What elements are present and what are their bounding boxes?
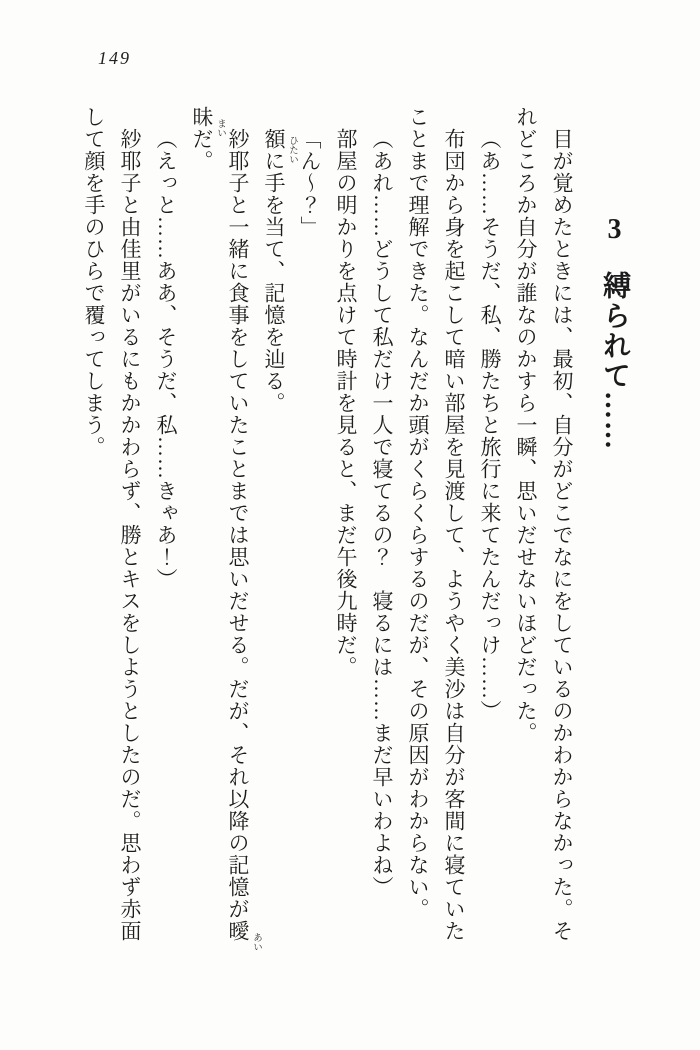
paragraph: （えっと……ああ、そうだ、私……きゃあ！） (154, 128, 178, 590)
paragraph: 部屋の明かりを点けて時計を見ると、まだ午後九時だ。 (334, 128, 358, 678)
chapter-number: 3 (599, 214, 630, 247)
page-number: 149 (98, 48, 131, 68)
chapter-title: 縛られて…… (599, 270, 630, 451)
paragraph: （あ……そうだ、私、勝たちと旅行に来てたんだっけ……） (478, 128, 502, 722)
paragraph: （あれ……どうして私だけ一人で寝てるの？ 寝るには……まだ早いわよね） (370, 128, 394, 898)
ruby-base: 昧 まい (190, 106, 214, 128)
paragraph: 紗耶子と由佳里がいるにもかかわらず、勝とキスをしようとしたのだ。思わず赤面して顔を手のひらで覆ってしまう。 (82, 106, 142, 942)
ruby-base: 額 ひたい (262, 128, 286, 150)
paragraph: 「ん〜？」 (298, 128, 322, 238)
paragraph: 目が覚めたときには、最初、自分がどこでなにをしているのかわからなかった。それどころか自分が誰なのかすら一瞬、思いだせないほどだった。 (514, 106, 574, 942)
paragraph: 布団から身を起こして暗い部屋を見渡して、ようやく美沙は自分が客間に寝ていたことまで理解できた。なんだか頭がくらくらするのだが、その原因がわからない。 (406, 106, 466, 942)
paragraph: 額 ひたい に手を当て、記憶を辿る。 (256, 106, 292, 942)
paragraph: 紗耶子と一緒に食事をしていたことまでは思いだせる。だが、それ以降の記憶が曖 あい 昧 まい だ。 (184, 106, 256, 942)
text-flow (76, 106, 634, 952)
body-text (76, 106, 580, 952)
ruby-base: 曖 あい (226, 920, 250, 942)
furigana: ひたい (286, 135, 297, 165)
chapter-heading (594, 106, 634, 942)
furigana: あい (250, 932, 261, 952)
furigana: まい (214, 118, 225, 138)
